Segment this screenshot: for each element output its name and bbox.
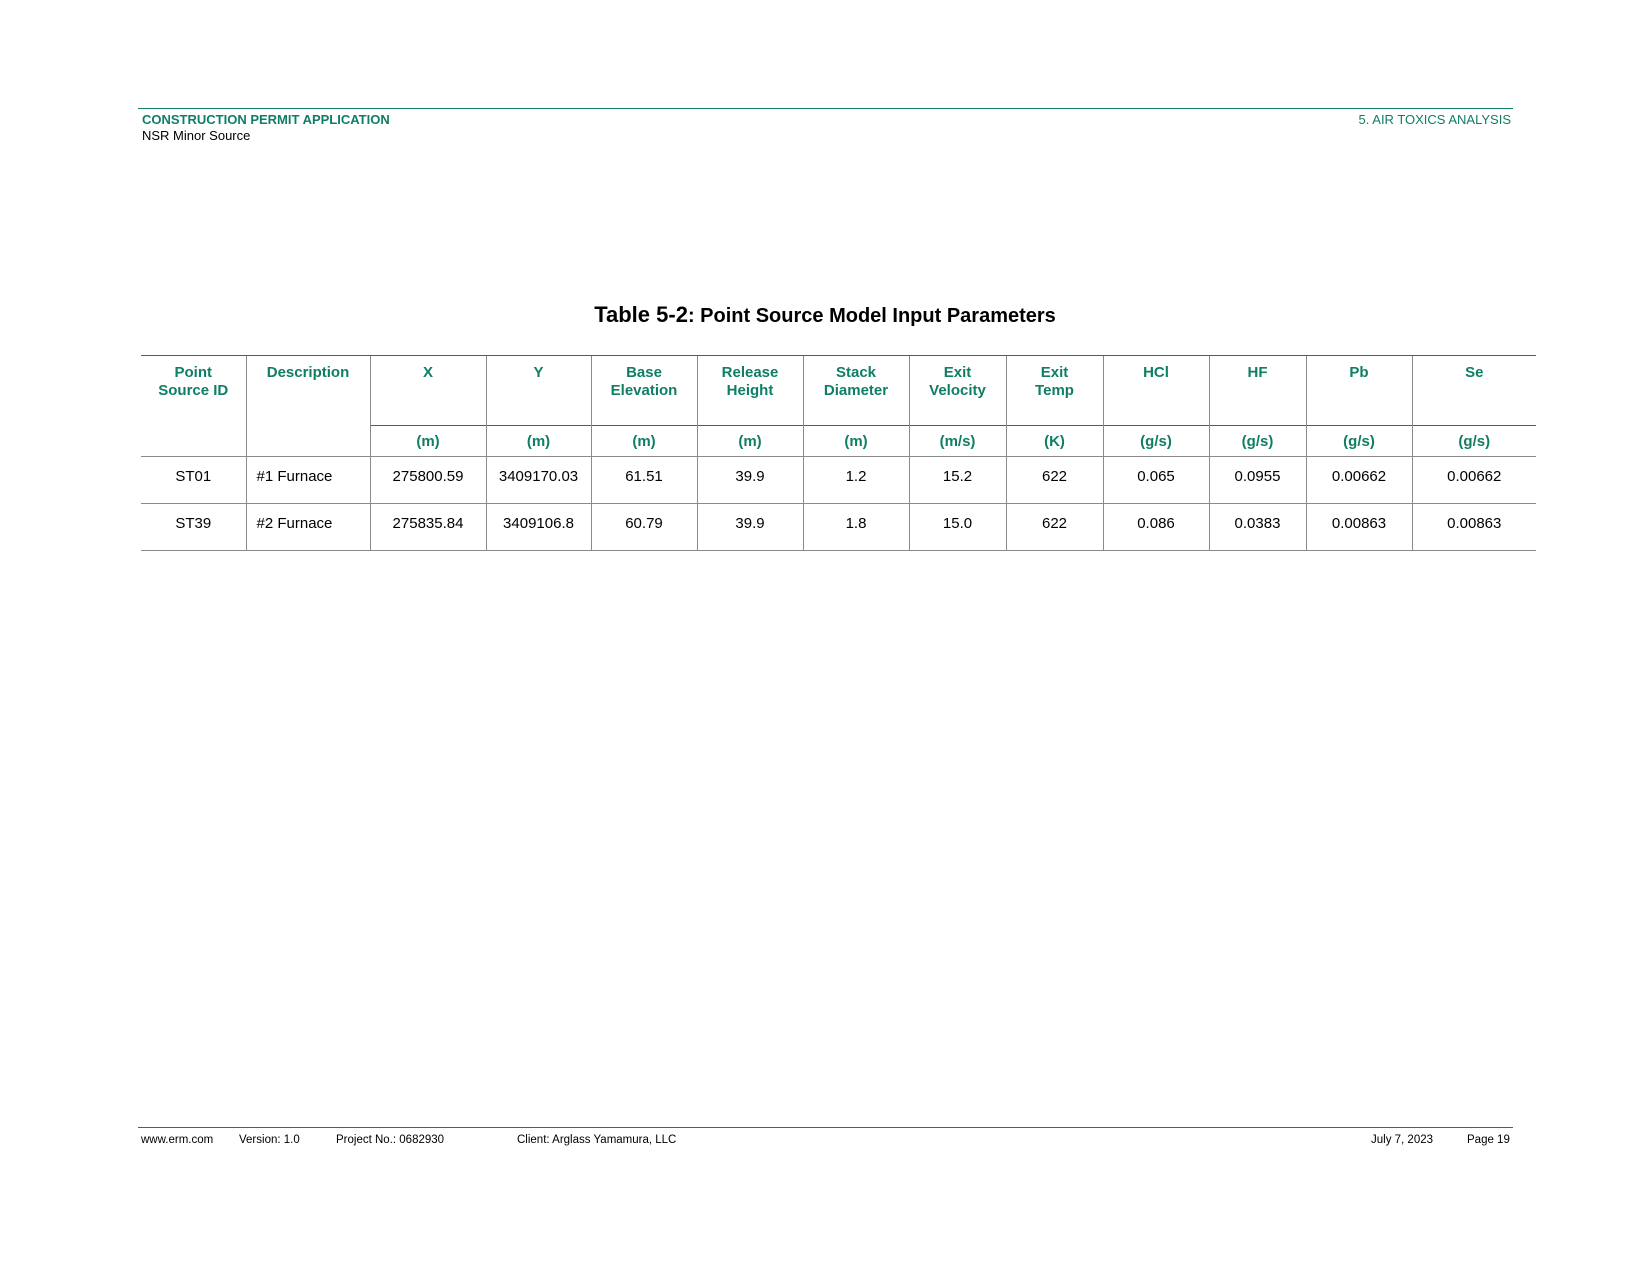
table-cell: 0.00863 (1412, 504, 1536, 551)
table-cell: 1.2 (803, 457, 909, 504)
column-header: X (370, 356, 486, 426)
document-title: CONSTRUCTION PERMIT APPLICATION (142, 112, 390, 127)
table-cell: 0.00863 (1306, 504, 1412, 551)
footer-website: www.erm.com (141, 1134, 214, 1146)
column-header: Stack Diameter (803, 356, 909, 426)
column-header-row (141, 356, 1536, 426)
unit-cell: (g/s) (1103, 426, 1209, 457)
header-rule (138, 108, 1513, 109)
units-row (141, 426, 1536, 457)
footer-rule (138, 1127, 1513, 1128)
unit-cell: (g/s) (1306, 426, 1412, 457)
table-cell: 622 (1006, 457, 1103, 504)
table-number: Table 5-2 (594, 302, 688, 327)
unit-cell: (m) (803, 426, 909, 457)
unit-cell: (g/s) (1209, 426, 1306, 457)
column-header: Se (1412, 356, 1536, 426)
column-header: Base Elevation (591, 356, 697, 426)
column-header: Description (246, 356, 370, 426)
table-cell: 15.2 (909, 457, 1006, 504)
table-cell: 3409106.8 (486, 504, 591, 551)
table-cell: 3409170.03 (486, 457, 591, 504)
footer-project: Project No.: 0682930 (336, 1134, 445, 1146)
table-caption: : Point Source Model Input Parameters (687, 305, 1056, 327)
table-cell: 1.8 (803, 504, 909, 551)
table-cell: 275800.59 (370, 457, 486, 504)
table-cell: #1 Furnace (246, 457, 370, 504)
column-header: Y (486, 356, 591, 426)
table-title (0, 302, 1650, 329)
column-header: Point Source ID (141, 356, 246, 426)
column-header: HF (1209, 356, 1306, 426)
footer-version: Version: 1.0 (239, 1134, 300, 1146)
column-header: Pb (1306, 356, 1412, 426)
point-source-table (141, 355, 1536, 551)
table-cell: 0.00662 (1306, 457, 1412, 504)
unit-cell: (m) (591, 426, 697, 457)
table-cell: ST39 (141, 504, 246, 551)
footer-date: July 7, 2023 (1371, 1134, 1434, 1146)
section-title: 5. AIR TOXICS ANALYSIS (1358, 112, 1511, 127)
footer-client: Client: Arglass Yamamura, LLC (517, 1134, 677, 1146)
unit-cell: (K) (1006, 426, 1103, 457)
table-cell: 0.0955 (1209, 457, 1306, 504)
table-cell: 622 (1006, 504, 1103, 551)
table-cell: 61.51 (591, 457, 697, 504)
header-left (142, 112, 390, 144)
unit-cell (141, 426, 246, 457)
table-cell: ST01 (141, 457, 246, 504)
table-cell: 0.086 (1103, 504, 1209, 551)
table-cell: 0.00662 (1412, 457, 1536, 504)
column-header: HCl (1103, 356, 1209, 426)
document-subtitle: NSR Minor Source (142, 128, 251, 143)
table-cell: 60.79 (591, 504, 697, 551)
unit-cell: (m) (370, 426, 486, 457)
table-cell: 39.9 (697, 457, 803, 504)
table-cell: 15.0 (909, 504, 1006, 551)
unit-cell: (m) (697, 426, 803, 457)
unit-cell: (m/s) (909, 426, 1006, 457)
table-cell: 0.065 (1103, 457, 1209, 504)
unit-cell: (m) (486, 426, 591, 457)
column-header: Release Height (697, 356, 803, 426)
table-cell: 0.0383 (1209, 504, 1306, 551)
footer-page-number: Page 19 (1467, 1134, 1510, 1146)
table-row (141, 457, 1536, 504)
column-header: Exit Velocity (909, 356, 1006, 426)
unit-cell (246, 426, 370, 457)
table-cell: 275835.84 (370, 504, 486, 551)
unit-cell: (g/s) (1412, 426, 1536, 457)
column-header: Exit Temp (1006, 356, 1103, 426)
table-cell: #2 Furnace (246, 504, 370, 551)
table-row (141, 504, 1536, 551)
table-cell: 39.9 (697, 504, 803, 551)
